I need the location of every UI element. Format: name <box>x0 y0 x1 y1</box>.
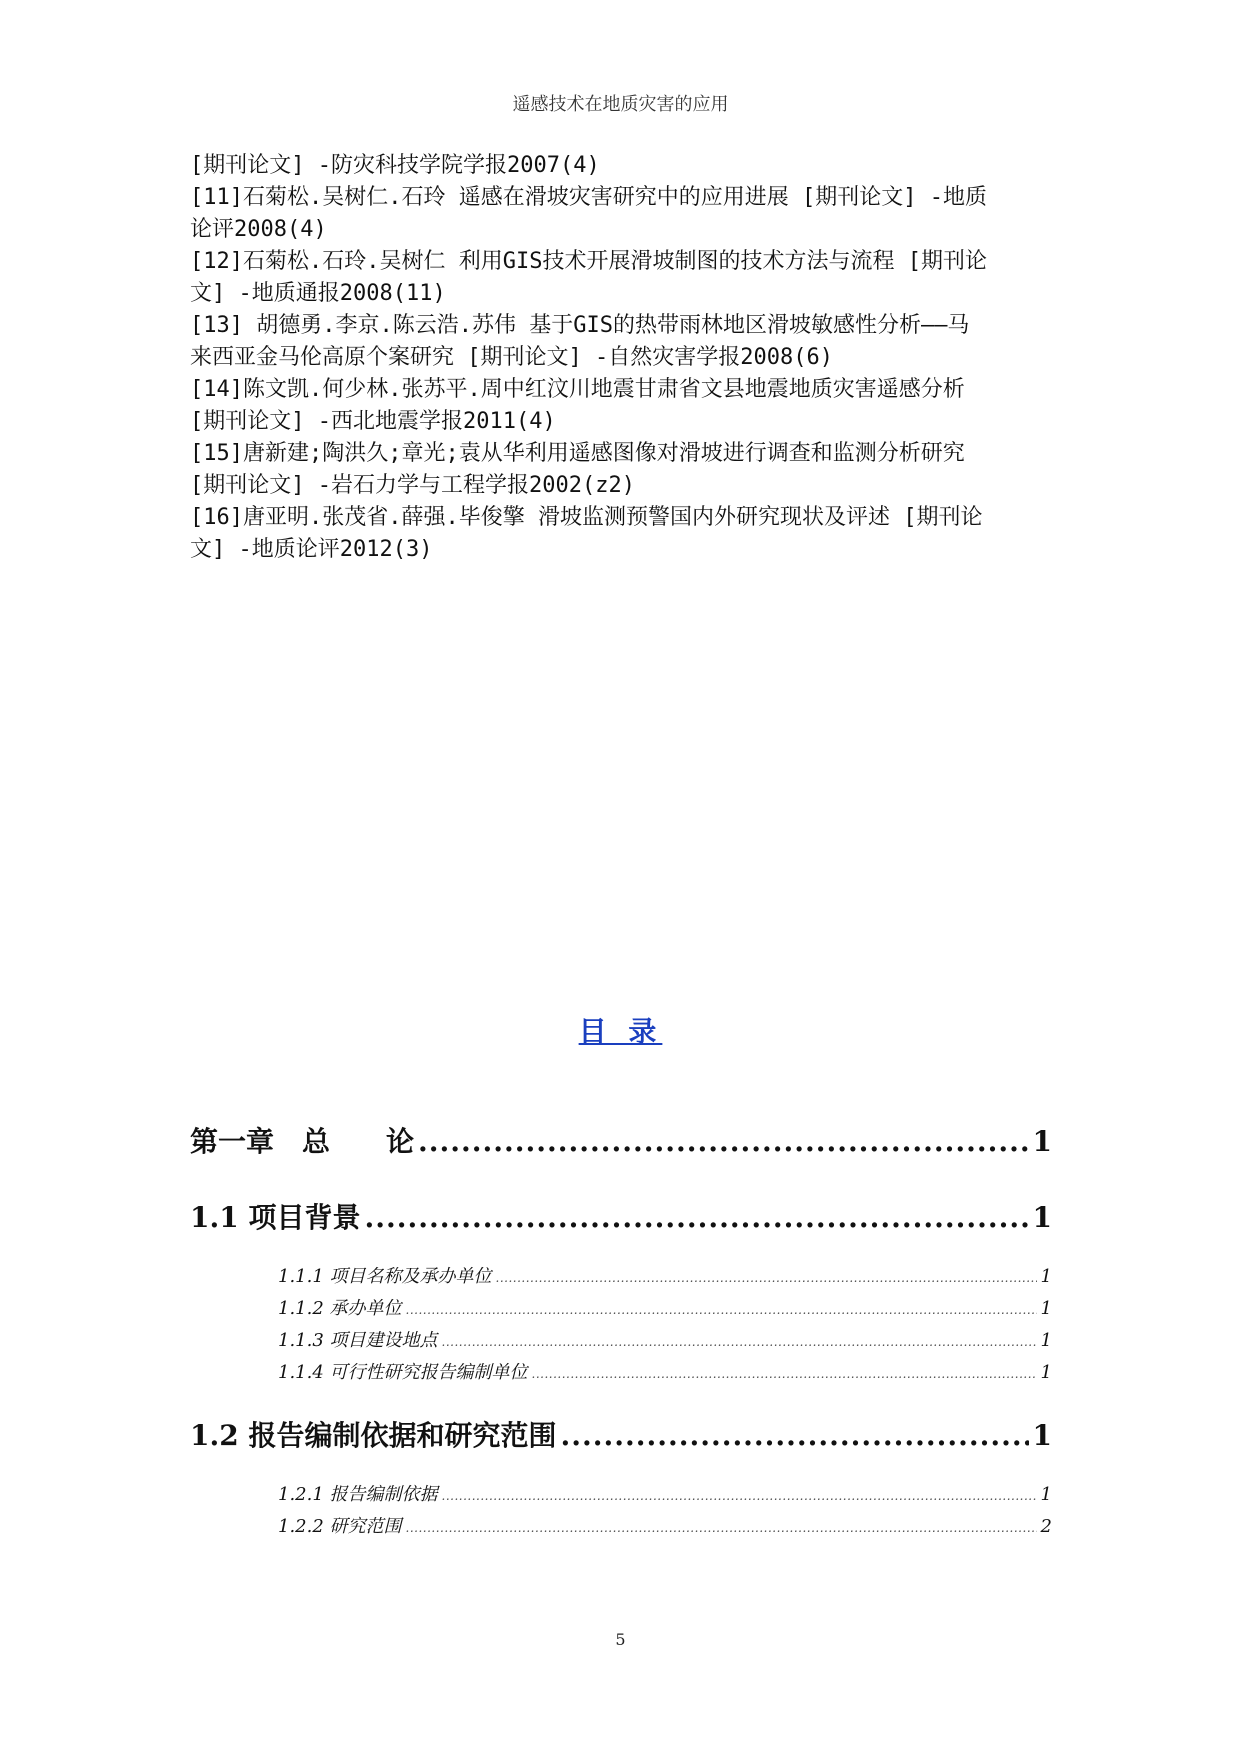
toc-leader-dots <box>364 1201 1028 1234</box>
toc-entry-page: 1 <box>1040 1484 1052 1505</box>
toc-entry-1-2-2[interactable] <box>190 1512 1052 1538</box>
toc-entry-page: 1 <box>1040 1330 1052 1351</box>
toc-entry-text: 第一章 总 论 <box>190 1125 415 1158</box>
reference-line: 论评2008(4) <box>190 217 327 242</box>
toc-leader-dots <box>442 1489 1037 1503</box>
reference-line: [14]陈文凯.何少林.张苏平.周中红汶川地震甘肃省文县地震地质灾害遥感分析 <box>190 377 965 402</box>
toc-leader-dots <box>532 1367 1037 1381</box>
toc-entry-page: 1 <box>1040 1362 1052 1383</box>
toc-entry-page: 1 <box>1032 1125 1052 1158</box>
toc-entry-text: 1.1.1 项目名称及承办单位 <box>278 1266 492 1287</box>
toc-entry-page: 1 <box>1040 1298 1052 1319</box>
toc-title-link[interactable]: 目 录 <box>578 1015 663 1048</box>
reference-line: [13] 胡德勇.李京.陈云浩.苏伟 基于GIS的热带雨林地区滑坡敏感性分析——马 <box>190 313 970 338</box>
reference-line: 文] -地质通报2008(11) <box>190 281 446 306</box>
reference-line: [期刊论文] -防灾科技学院学报2007(4) <box>190 153 600 178</box>
toc-entry-1-2-1[interactable] <box>190 1480 1052 1506</box>
toc-leader-dots <box>406 1303 1037 1317</box>
toc-leader-dots <box>496 1271 1037 1285</box>
reference-line: [期刊论文] -西北地震学报2011(4) <box>190 409 556 434</box>
page-header: 遥感技术在地质灾害的应用 <box>512 94 729 115</box>
reference-line: [15]唐新建;陶洪久;章光;袁从华利用遥感图像对滑坡进行调查和监测分析研究 <box>190 441 965 466</box>
toc-leader-dots <box>418 1125 1029 1158</box>
toc-entry-1-1-3[interactable] <box>190 1326 1052 1352</box>
toc-entry-page: 1 <box>1040 1266 1052 1287</box>
reference-line: 文] -地质论评2012(3) <box>190 537 433 562</box>
toc-leader-dots <box>406 1521 1037 1535</box>
toc-entry-text: 1.2.2 研究范围 <box>278 1516 402 1537</box>
toc-entry-text: 1.1.2 承办单位 <box>278 1298 402 1319</box>
toc-entry-chapter-1[interactable] <box>190 1120 1052 1160</box>
toc-entry-1-2[interactable] <box>190 1414 1052 1454</box>
toc-entry-page: 2 <box>1040 1516 1052 1537</box>
reference-line: 来西亚金马伦高原个案研究 [期刊论文] -自然灾害学报2008(6) <box>190 345 833 370</box>
toc-entry-1-1-4[interactable] <box>190 1358 1052 1384</box>
page-number: 5 <box>615 1630 626 1649</box>
toc-entry-1-1-1[interactable] <box>190 1262 1052 1288</box>
toc-entry-text: 1.2.1 报告编制依据 <box>278 1484 438 1505</box>
toc-entry-1-1[interactable] <box>190 1196 1052 1236</box>
toc-entry-page: 1 <box>1032 1419 1052 1452</box>
reference-line: [11]石菊松.吴树仁.石玲 遥感在滑坡灾害研究中的应用进展 [期刊论文] -地质 <box>190 185 987 210</box>
toc-entry-text: 1.1 项目背景 <box>190 1201 361 1234</box>
reference-line: [期刊论文] -岩石力学与工程学报2002(z2) <box>190 473 635 498</box>
reference-list <box>190 150 1070 566</box>
toc-entry-text: 1.2 报告编制依据和研究范围 <box>190 1419 557 1452</box>
toc-entry-page: 1 <box>1032 1201 1052 1234</box>
toc-entry-1-1-2[interactable] <box>190 1294 1052 1320</box>
toc-leader-dots <box>442 1335 1037 1349</box>
toc-entry-text: 1.1.4 可行性研究报告编制单位 <box>278 1362 528 1383</box>
reference-line: [12]石菊松.石玲.吴树仁 利用GIS技术开展滑坡制图的技术方法与流程 [期刊论 <box>190 249 987 274</box>
toc-leader-dots <box>560 1419 1028 1452</box>
toc-entry-text: 1.1.3 项目建设地点 <box>278 1330 438 1351</box>
toc-title[interactable] <box>0 1010 1241 1050</box>
reference-line: [16]唐亚明.张茂省.薛强.毕俊擎 滑坡监测预警国内外研究现状及评述 [期刊论 <box>190 505 983 530</box>
